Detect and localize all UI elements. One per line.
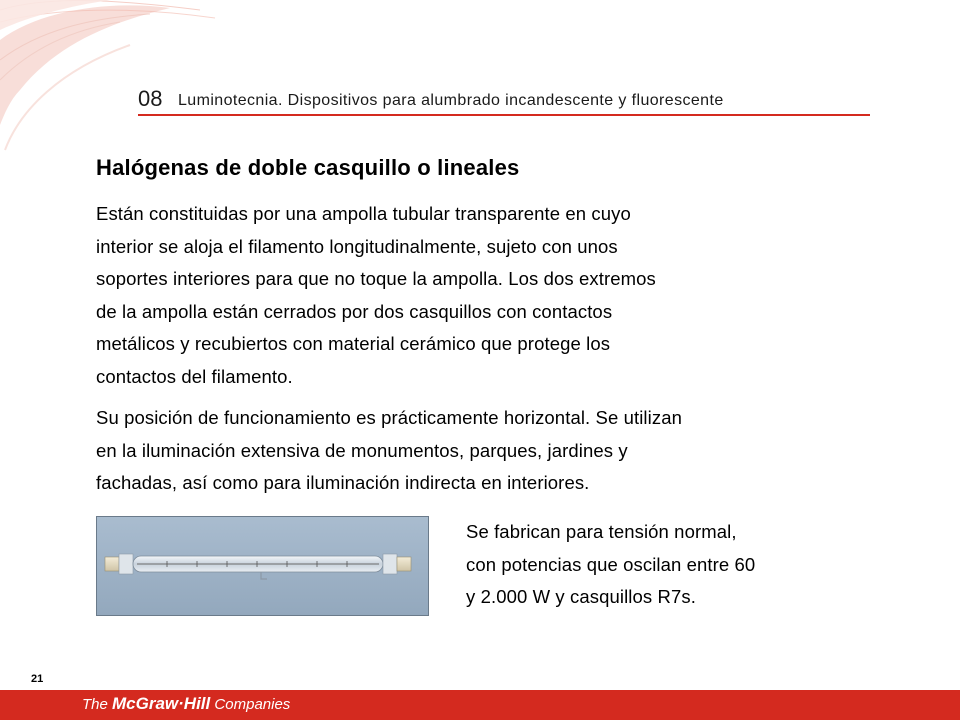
header-divider [138,114,870,116]
paragraph-line: interior se aloja el filamento longitudinalmente, sujeto con unos [96,235,618,257]
paragraph-line: Su posición de funcionamiento es prácticamente horizontal. Se utilizan [96,407,682,428]
paragraph-description [96,198,656,393]
paragraph-specs [466,516,755,614]
paragraph-line: contactos del filamento. [96,365,293,387]
page-number: 21 [31,673,44,685]
brand-prefix: The [82,696,113,713]
section-title: Halógenas de doble casquillo o lineales [96,155,520,180]
paragraph-line: y 2.000 W y casquillos R7s. [466,586,696,607]
paragraph-line: de la ampolla están cerrados por dos casquillos con contactos [96,300,613,322]
brand-name: McGraw·Hill [112,694,211,713]
paragraph-line: en la iluminación extensiva de monumentos, parques, jardines y [96,439,628,461]
chapter-title: Luminotecnia. Dispositivos para alumbrado incandescente y fluorescente [178,92,724,109]
paragraph-line: Están constituidas por una ampolla tubular transparente en cuyo [96,203,631,224]
chapter-number: 08 [138,86,163,111]
paragraph-line: Se fabrican para tensión normal, [466,521,737,542]
publisher-logo [82,694,290,714]
footer-bar [0,690,960,720]
paragraph-line: con potencias que oscilan entre 60 [466,553,756,575]
brand-suffix: Companies [210,696,291,713]
decorative-swirl [0,0,260,160]
paragraph-line: fachadas, así como para iluminación indirecta en interiores. [96,472,590,493]
paragraph-line: soportes interiores para que no toque la ampolla. Los dos extremos [96,268,656,289]
chapter-header [138,86,870,116]
halogen-lamp-photo [96,516,429,616]
paragraph-usage [96,402,682,500]
paragraph-line: metálicos y recubiertos con material cerámico que protege los [96,333,611,354]
